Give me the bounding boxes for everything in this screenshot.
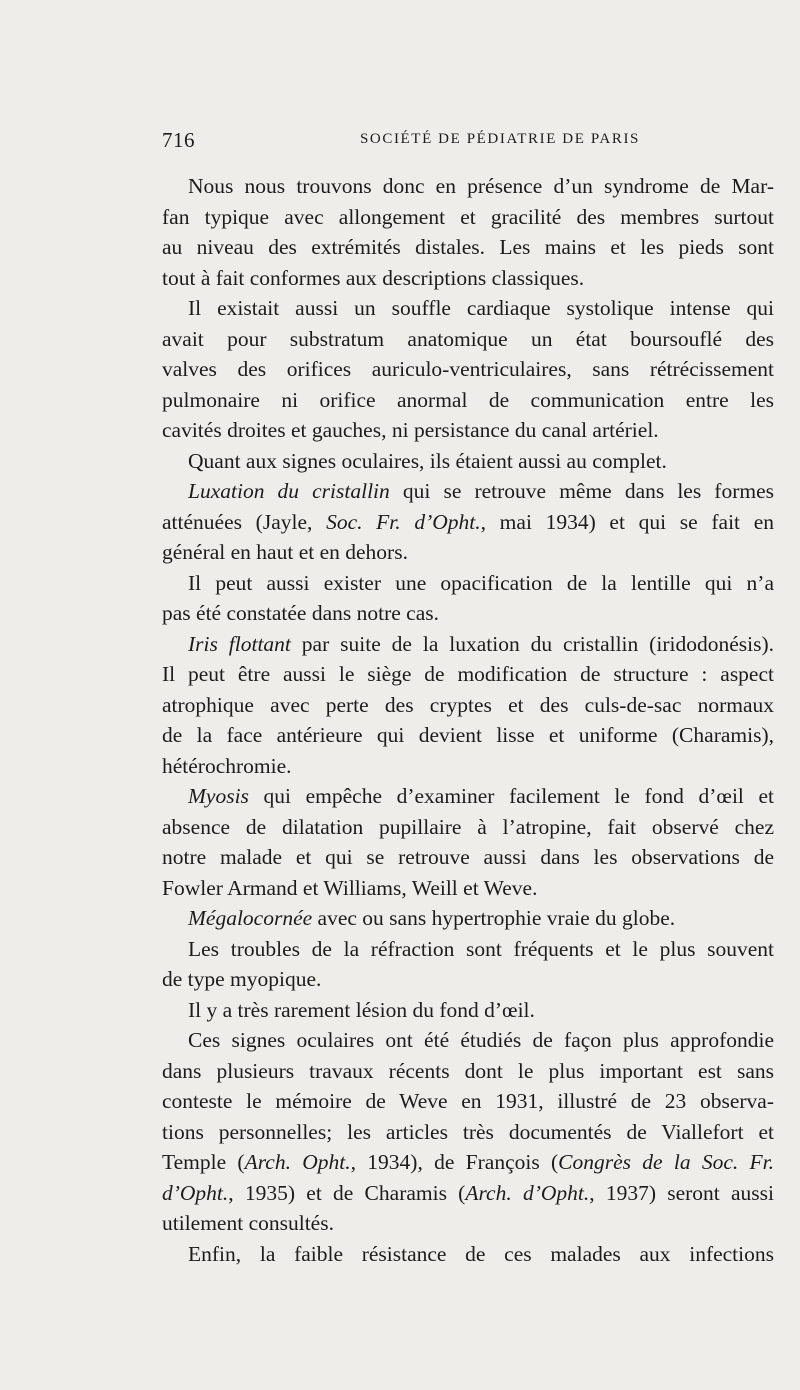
italic-text: Myosis xyxy=(188,784,249,808)
text-line xyxy=(162,873,774,904)
italic-text: Mégalocornée xyxy=(188,906,313,930)
text-run: Il peut être aussi le siège de modification de structure : aspect xyxy=(162,662,774,686)
text-run: hétérochromie. xyxy=(162,753,292,778)
italic-text: Soc. Fr. d’Opht. xyxy=(326,509,481,534)
italic-text: Luxation du cristallin xyxy=(188,479,390,503)
text-run: conteste le mémoire de Weve en 1931, illustré de 23 observa- xyxy=(162,1089,774,1113)
text-run: , 1934), de François ( xyxy=(350,1150,559,1174)
text-run: Nous nous trouvons donc en présence d’un syndrome de Mar- xyxy=(188,174,774,198)
text-run: dans plusieurs travaux récents dont le plus important est sans xyxy=(162,1058,774,1083)
text-line xyxy=(162,385,774,416)
text-line xyxy=(162,354,774,385)
text-line xyxy=(162,690,774,721)
text-line xyxy=(162,171,774,202)
text-run: Il y a très rarement lésion du fond d’œil. xyxy=(188,997,535,1022)
running-title: SOCIÉTÉ DE PÉDIATRIE DE PARIS xyxy=(359,131,640,147)
text-run: Il peut aussi exister une opacification de la lentille qui n’a xyxy=(188,570,774,595)
text-run: qui se retrouve même dans les formes xyxy=(389,479,775,503)
text-run: de type myopique. xyxy=(162,967,322,991)
text-run: fan typique avec allongement et gracilité des membres surtout xyxy=(162,204,774,229)
text-run: , 1937) seront aussi xyxy=(589,1180,775,1205)
text-run: , mai 1934) et qui se fait en xyxy=(480,509,774,534)
page-header xyxy=(162,128,640,158)
text-line xyxy=(162,537,774,568)
text-line xyxy=(162,263,774,294)
text-run: utilement consultés. xyxy=(162,1211,334,1235)
text-line xyxy=(162,781,774,812)
text-line xyxy=(162,1178,774,1209)
text-run: pas été constatée dans notre cas. xyxy=(162,601,439,625)
text-run: Enfin, la faible résistance de ces malades aux infections xyxy=(188,1241,774,1266)
text-run: notre malade et qui se retrouve aussi dans les observations de xyxy=(162,845,774,869)
text-line xyxy=(162,629,774,660)
text-run: atrophique avec perte des cryptes et des culs-de-sac normaux xyxy=(162,692,774,717)
text-line xyxy=(162,476,774,507)
text-run: général en haut et en dehors. xyxy=(162,540,408,564)
text-run: cavités droites et gauches, ni persistance du canal artériel. xyxy=(162,418,659,442)
text-run: de la face antérieure qui devient lisse et uniforme (Charamis), xyxy=(162,723,774,747)
text-run: Quant aux signes oculaires, ils étaient aussi au complet. xyxy=(188,448,667,473)
text-line xyxy=(162,720,774,751)
text-line xyxy=(162,1239,774,1270)
text-run: qui empêche d’examiner facilement le fond d’œil et xyxy=(248,784,774,808)
text-line xyxy=(162,202,774,233)
body-text xyxy=(162,171,774,1269)
text-line xyxy=(162,934,774,965)
page-number: 716 xyxy=(162,128,195,152)
text-run: au niveau des extrémités distales. Les mains et les pieds sont xyxy=(162,235,774,259)
text-run: Il existait aussi un souffle cardiaque systolique intense qui xyxy=(188,296,774,320)
text-line xyxy=(162,659,774,690)
text-line xyxy=(162,507,774,538)
text-line xyxy=(162,1117,774,1148)
text-line xyxy=(162,1086,774,1117)
text-line xyxy=(162,751,774,782)
text-run: Les troubles de la réfraction sont fréquents et le plus souvent xyxy=(188,936,774,961)
text-run: Fowler Armand et Williams, Weill et Weve. xyxy=(162,875,538,900)
text-line xyxy=(162,903,774,934)
text-line xyxy=(162,598,774,629)
text-run: avait pour substratum anatomique un état boursouflé des xyxy=(162,326,774,351)
italic-text: d’Opht. xyxy=(162,1180,229,1205)
text-run: par suite de la luxation du cristallin (iridodonésis). xyxy=(290,631,774,656)
text-run: Temple ( xyxy=(162,1150,245,1174)
italic-text: Congrès de la Soc. Fr. xyxy=(558,1150,775,1174)
text-run: Ces signes oculaires ont été étudiés de façon plus approfondie xyxy=(188,1028,774,1052)
text-line xyxy=(162,568,774,599)
text-line xyxy=(162,1025,774,1056)
text-line xyxy=(162,324,774,355)
text-line xyxy=(162,415,774,446)
text-run: atténuées (Jayle, xyxy=(162,509,327,534)
text-line xyxy=(162,293,774,324)
text-run: tions personnelles; les articles très documentés de Viallefort et xyxy=(162,1119,774,1144)
italic-text: Arch. d’Opht. xyxy=(465,1180,590,1205)
text-run: , 1935) et de Charamis ( xyxy=(228,1180,466,1205)
text-line xyxy=(162,1056,774,1087)
italic-text: Arch. Opht. xyxy=(244,1150,351,1174)
text-line xyxy=(162,446,774,477)
text-run: tout à fait conformes aux descriptions classiques. xyxy=(162,265,585,290)
text-line xyxy=(162,232,774,263)
text-run: absence de dilatation pupillaire à l’atropine, fait observé chez xyxy=(162,814,774,839)
text-line xyxy=(162,1208,774,1239)
text-line xyxy=(162,812,774,843)
text-line xyxy=(162,1147,774,1178)
text-line xyxy=(162,842,774,873)
text-line xyxy=(162,964,774,995)
text-run: valves des orifices auriculo-ventriculaires, sans rétrécissement xyxy=(162,357,774,381)
text-run: pulmonaire ni orifice anormal de communication entre les xyxy=(162,387,774,412)
text-run: avec ou sans hypertrophie vraie du globe. xyxy=(312,906,676,930)
text-line xyxy=(162,995,774,1026)
italic-text: Iris flottant xyxy=(188,631,291,656)
